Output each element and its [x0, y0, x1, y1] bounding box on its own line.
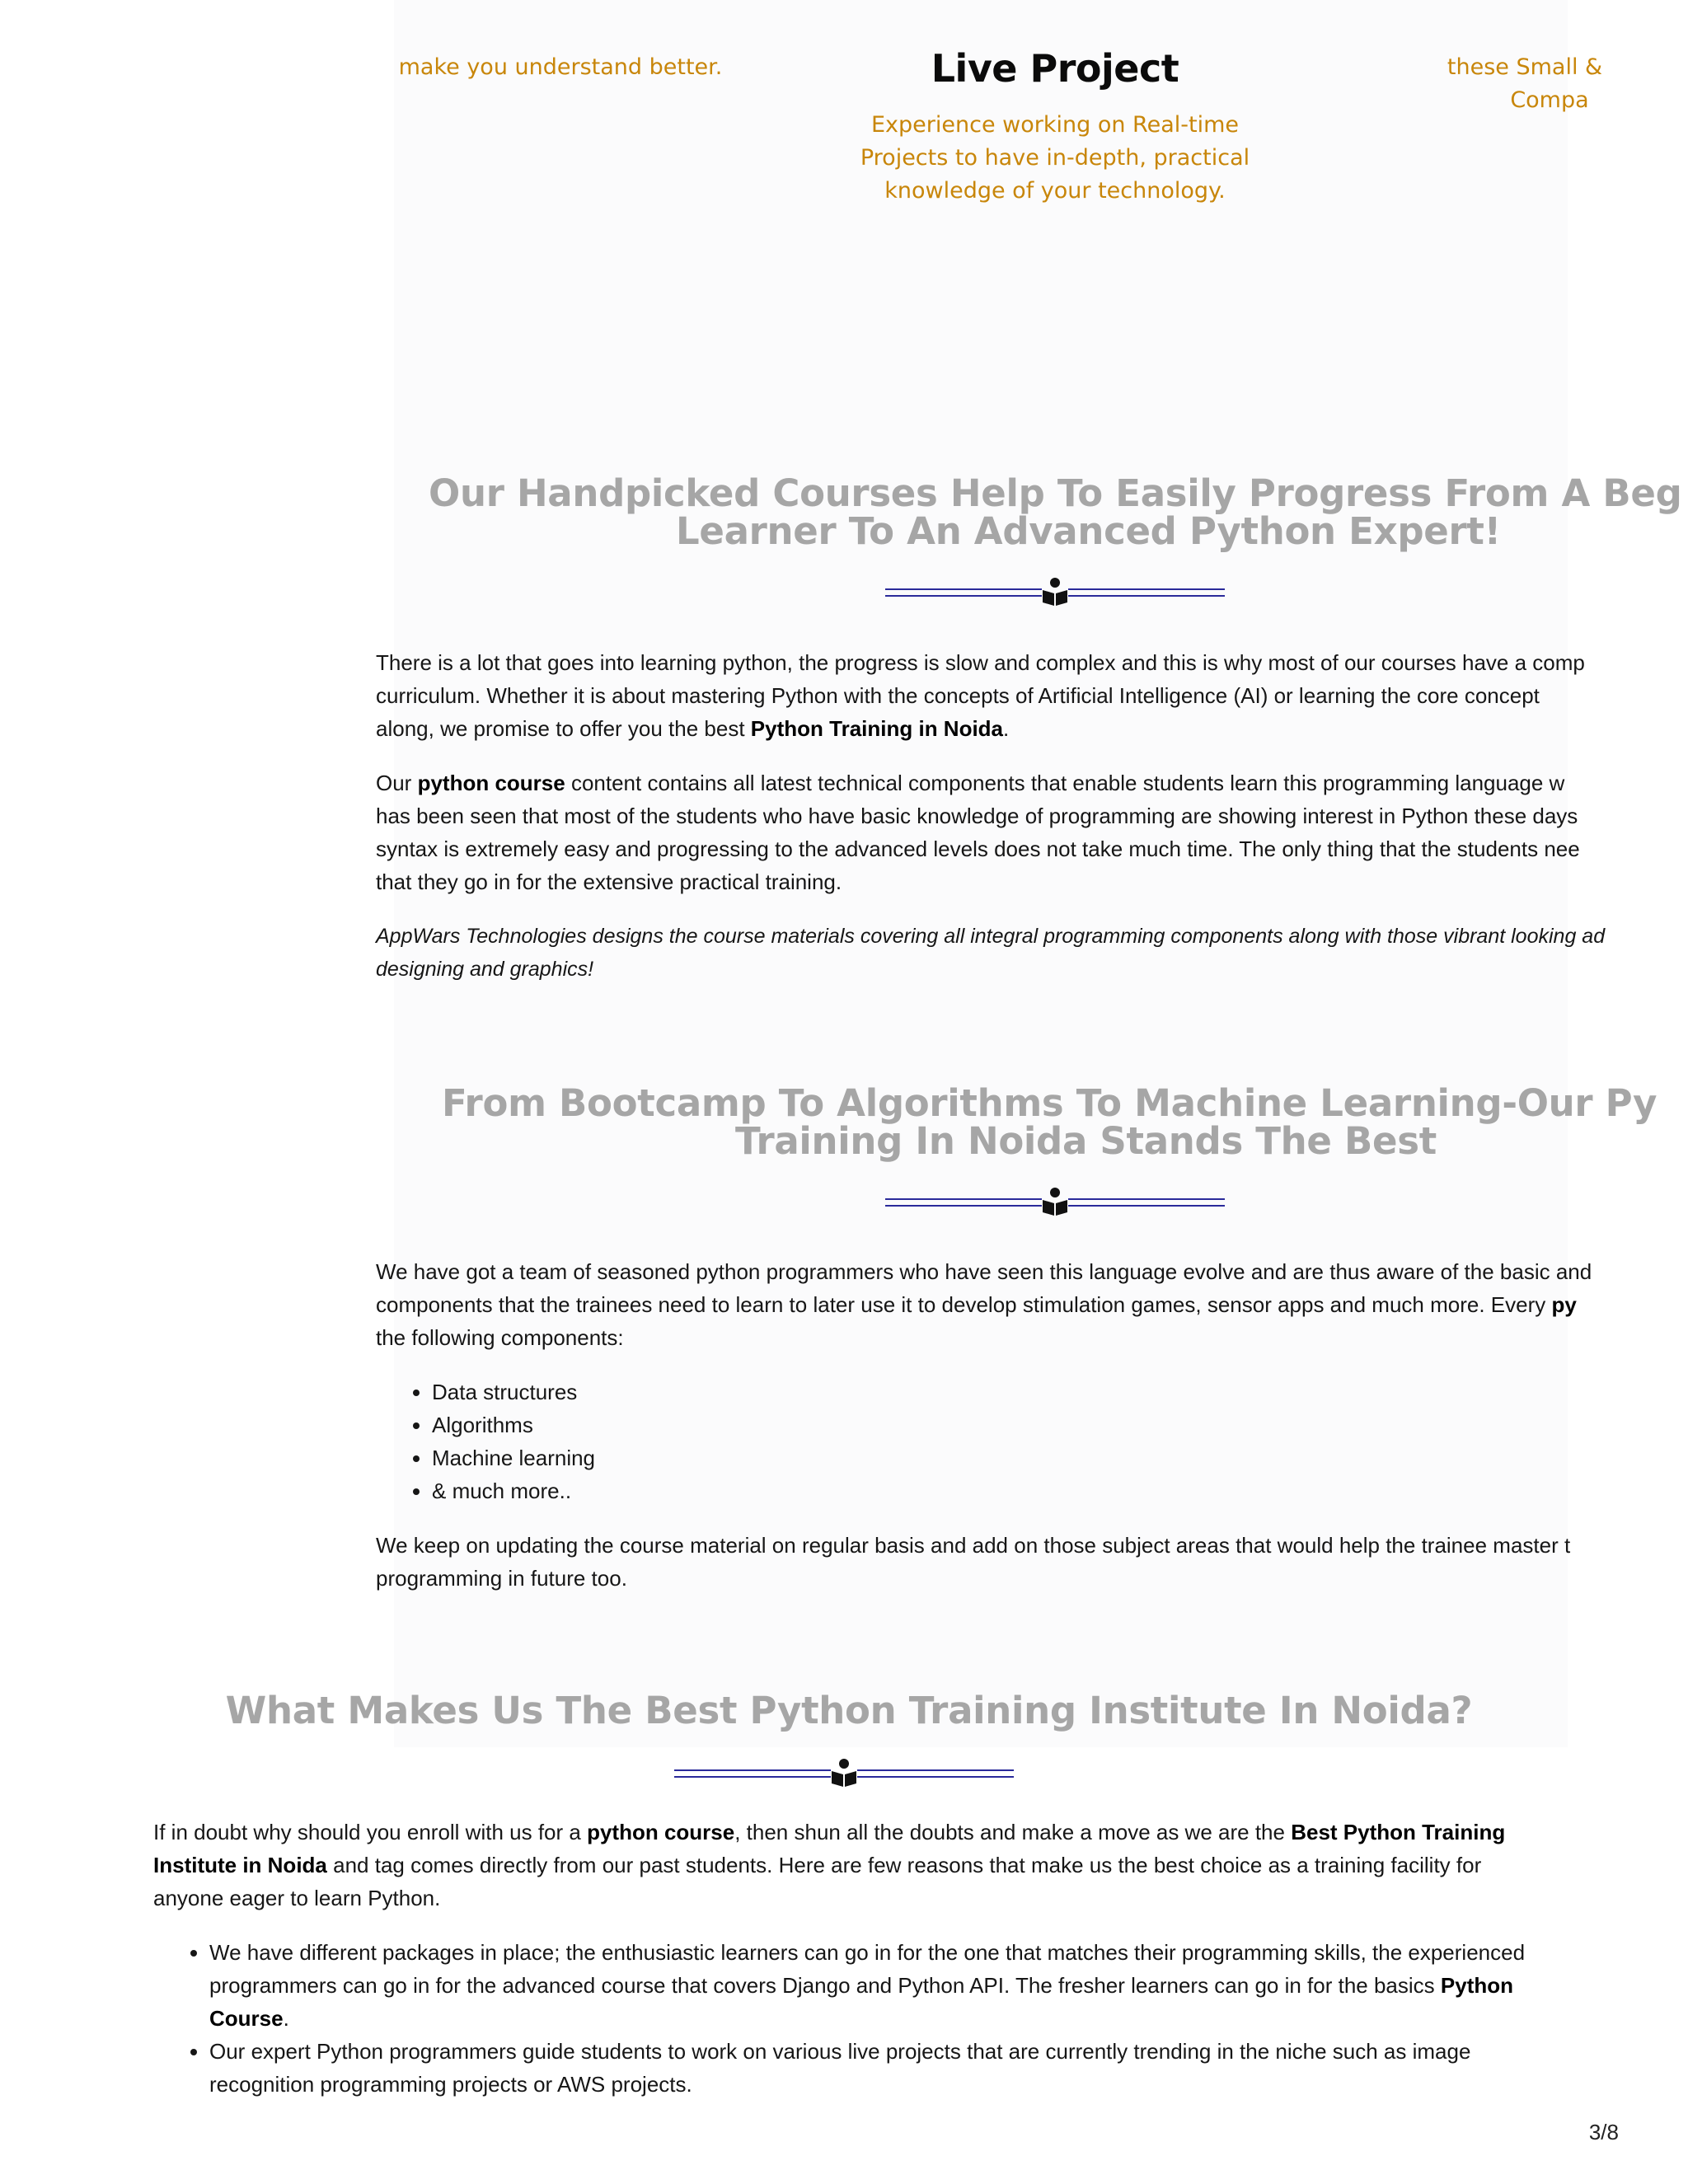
section1-divider	[885, 577, 1225, 607]
feature-right-line1: these Small &	[1447, 54, 1603, 80]
book-reader-icon	[831, 1758, 857, 1788]
section1-paragraph-3: AppWars Technologies designs the course materials covering all integral programming components along with those vibrant looking ad designing and graphics!	[376, 925, 1606, 981]
section2-heading	[442, 1081, 1658, 1163]
list-item: • We have different packages in place; the enthusiastic learners can go in for the one that matches their programming skills, the experienced programmers can go in for the advanced course that covers Django and Python API. The fresher learners can go in for the basics Python Course.	[209, 1936, 1538, 2035]
book-reader-icon	[1042, 577, 1068, 607]
list-item: • Machine learning	[432, 1441, 1592, 1474]
section3-divider	[674, 1758, 1014, 1788]
section3-paragraph-1: If in doubt why should you enroll with us for a python course, then shun all the doubts and make a move as we are the Best Python Training Institute in Noida and tag comes directly from our past students. Here are few reasons that make us the best choice as a training facility for anyone eager to learn Python.	[153, 1820, 1506, 1910]
section2-heading-line2: Training In Noida Stands The Best	[735, 1119, 1437, 1163]
section2-heading-line1: From Bootcamp To Algorithms To Machine Learning-Our Py	[442, 1081, 1658, 1125]
section1-paragraph-2: Our python course content contains all latest technical components that enable students learn this programming language w has been seen that most of the students who have basic knowledge of programming are showing interest in Python these days syntax is extremely easy and progressing to the advanced levels does not take much time. The only thing that the students nee that they go in for the extensive practical training.	[376, 771, 1580, 894]
list-item: • & much more..	[432, 1474, 1592, 1507]
section3-body	[153, 1816, 1538, 2122]
feature-left-text: make you understand better.	[398, 54, 723, 80]
section2-paragraph-2: We keep on updating the course material on regular basis and add on those subject areas that would help the trainee master t programming in future too.	[376, 1533, 1571, 1591]
section1-heading-line2: Learner To An Advanced Python Expert!	[676, 509, 1501, 553]
feature-right-text	[1401, 51, 1648, 117]
page-number: 3/8	[1588, 2120, 1619, 2144]
list-item: • Algorithms	[432, 1408, 1592, 1441]
components-list	[376, 1376, 1592, 1507]
feature-live-project-text: Experience working on Real-time Projects to have in-depth, practical knowledge of your technology.	[860, 112, 1250, 204]
section2-body	[376, 1255, 1592, 1616]
section2-divider	[885, 1187, 1225, 1216]
list-item: • Data structures	[432, 1376, 1592, 1408]
section2-paragraph-1: We have got a team of seasoned python programmers who have seen this language evolve and are thus aware of the basic and components that the trainees need to learn to later use it to develop stimulation games, sensor apps and much more. Every py the following components:	[376, 1259, 1592, 1350]
section1-heading	[429, 471, 1682, 553]
section1-body	[376, 646, 1605, 1007]
reasons-list	[153, 1936, 1538, 2101]
feature-title-live-project: Live Project	[931, 46, 1179, 91]
python-training-noida-bold: Python Training in Noida	[750, 716, 1004, 741]
python-course-bold: python course	[417, 771, 565, 795]
section1-heading-line1: Our Handpicked Courses Help To Easily Progress From A Beg	[429, 471, 1682, 515]
section3-heading: What Makes Us The Best Python Training Institute In Noida?	[225, 1689, 1473, 1732]
list-item: • Our expert Python programmers guide students to work on various live projects that are currently trending in the niche such as image recognition programming projects or AWS projects.	[209, 2035, 1538, 2101]
section1-paragraph-1: There is a lot that goes into learning python, the progress is slow and complex and this is why most of our courses have a comp curriculum. Whether it is about mastering Python with the concepts of Artificial Intelligence (AI) or learning the core concept along, we promise to offer you the best Python Training in Noida.	[376, 650, 1585, 741]
book-reader-icon	[1042, 1187, 1068, 1216]
feature-right-line2: Compa	[1510, 87, 1589, 113]
best-python-institute-bold: Best Python Training Institute in Noida	[153, 1820, 1506, 1877]
